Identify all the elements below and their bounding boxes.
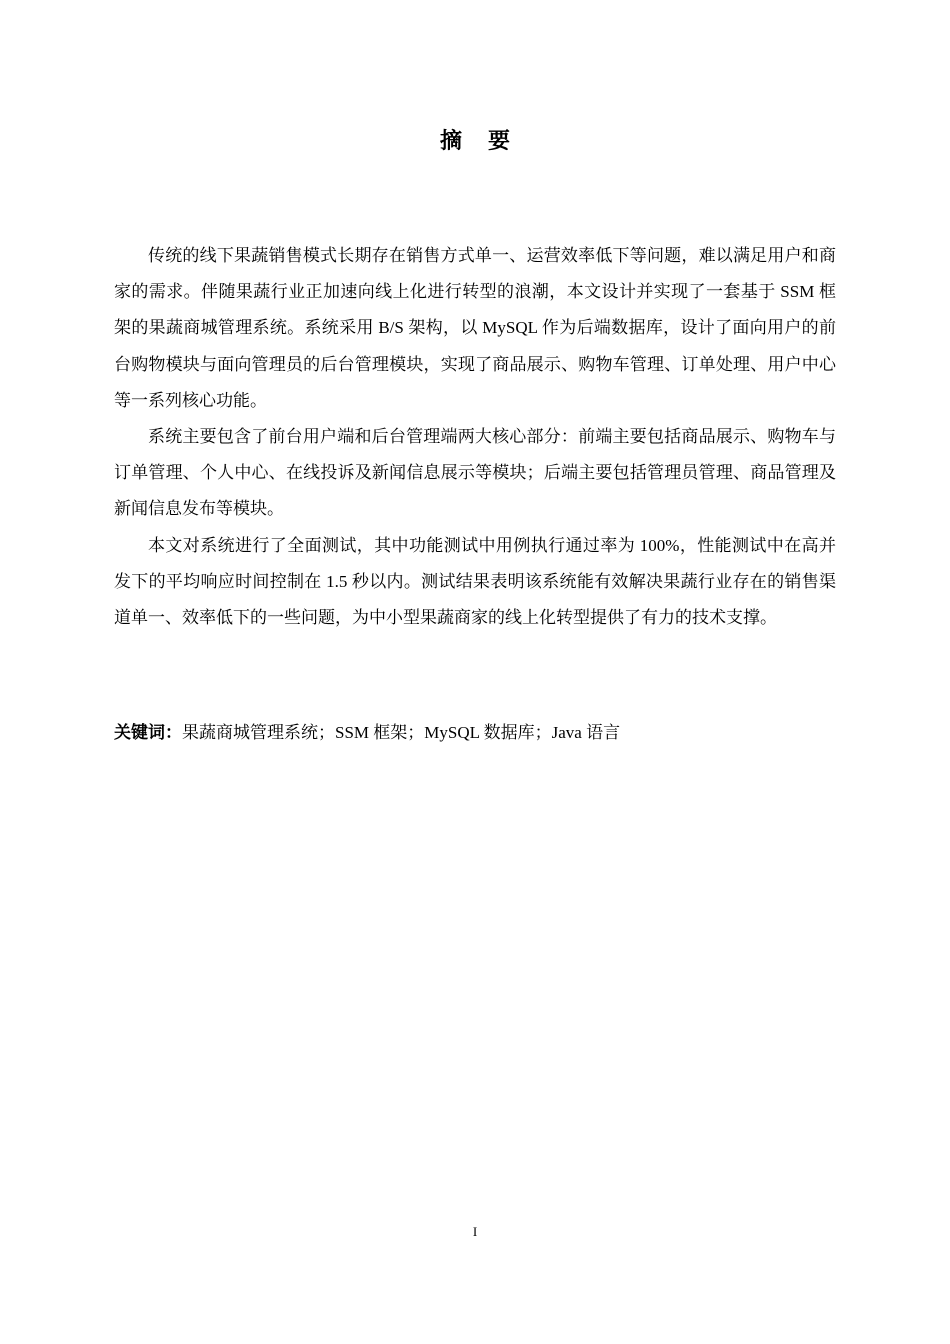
keywords-text: 果蔬商城管理系统；SSM 框架；MySQL 数据库；Java 语言	[182, 723, 621, 742]
abstract-paragraph-1: 传统的线下果蔬销售模式长期存在销售方式单一、运营效率低下等问题，难以满足用户和商家的需求。伴随果蔬行业正加速向线上化进行转型的浪潮，本文设计并实现了一套基于 SSM 框架的果蔬商城管理系统。系统采用 B/S 架构，以 MySQL 作为后端数据库，设计了面向用户的前台购物模块与面向管理员的后台管理模块，实现了商品展示、购物车管理、订单处理、用户中心等一系列核心功能。	[114, 246, 836, 410]
abstract-paragraph-3: 本文对系统进行了全面测试，其中功能测试中用例执行通过率为 100%，性能测试中在高并发下的平均响应时间控制在 1.5 秒以内。测试结果表明该系统能有效解决果蔬行业存在的销售渠道单一、效率低下的一些问题，为中小型果蔬商家的线上化转型提供了有力的技术支撑。	[114, 535, 836, 628]
keywords-line	[114, 715, 836, 751]
keywords-label: 关键词：	[114, 723, 182, 742]
title-char-2: 要	[488, 128, 511, 153]
abstract-paragraph-2: 系统主要包含了前台用户端和后台管理端两大核心部分：前端主要包括商品展示、购物车与订单管理、个人中心、在线投诉及新闻信息展示等模块；后端主要包括管理员管理、商品管理及新闻信息发布等模块。	[114, 427, 836, 519]
page-number: I	[472, 1224, 478, 1239]
page-title	[0, 125, 950, 157]
title-char-1: 摘	[439, 128, 462, 153]
abstract-body	[114, 238, 836, 636]
